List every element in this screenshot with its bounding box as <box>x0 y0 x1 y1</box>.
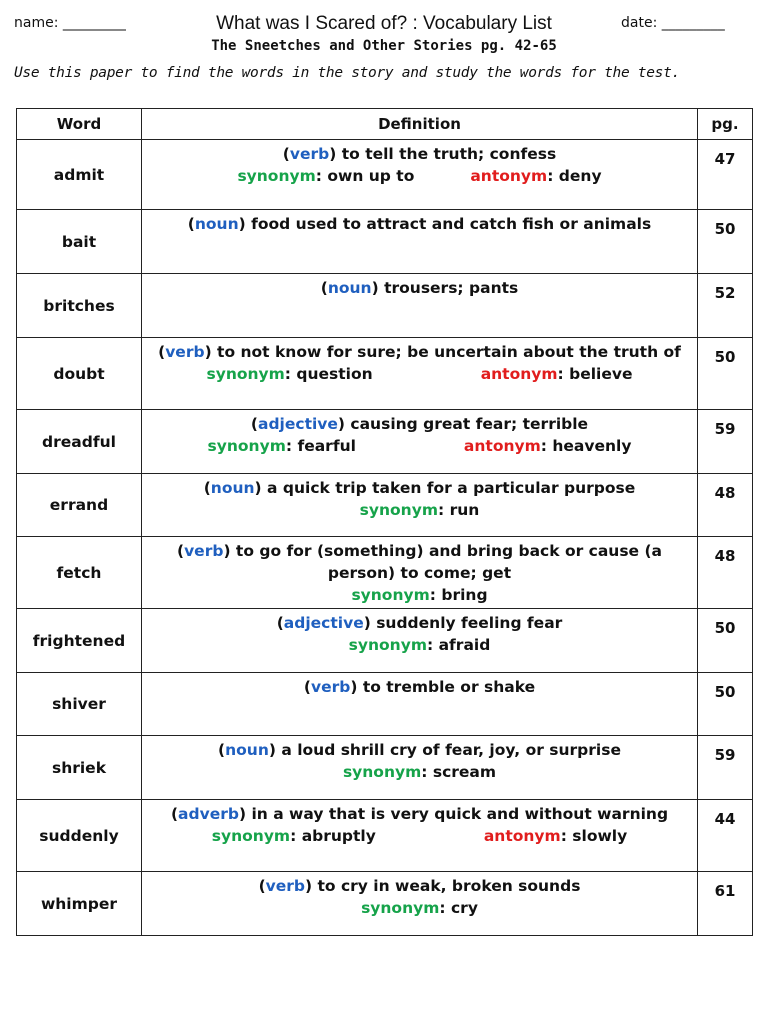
column-header-page: pg. <box>698 109 753 140</box>
table-row <box>17 537 753 609</box>
part-of-speech: noun <box>327 279 372 297</box>
vocab-definition-cell <box>142 609 698 673</box>
antonym-value: deny <box>558 167 602 185</box>
part-of-speech: verb <box>184 542 224 560</box>
definition-text: a loud shrill cry of fear, joy, or surprise <box>281 741 621 759</box>
vocab-word: whimper <box>17 872 142 936</box>
definition-text: to go for (something) and bring back or cause (a person) to come; get <box>235 542 662 582</box>
part-of-speech: noun <box>210 479 255 497</box>
definition-line: (verb) to not know for sure; be uncertain about the truth of <box>158 343 681 361</box>
synonym-antonym-line: synonym: fearful antonym: heavenly <box>207 437 632 455</box>
vocabulary-table-body <box>17 140 753 936</box>
definition-line: (adverb) in a way that is very quick and without warning <box>170 805 669 823</box>
vocab-word: fetch <box>17 537 142 609</box>
vocab-definition-cell <box>142 537 698 609</box>
part-of-speech: verb <box>289 145 330 163</box>
part-of-speech: verb <box>265 877 306 895</box>
part-of-speech: noun <box>225 741 269 759</box>
definition-text: suddenly feeling fear <box>376 614 563 632</box>
page-number: 61 <box>698 872 753 936</box>
page-number: 48 <box>698 537 753 609</box>
synonym-antonym-line: synonym: bring <box>351 586 488 604</box>
synonym-label: synonym <box>342 763 422 781</box>
part-of-speech: verb <box>310 678 351 696</box>
page-title: What was I Scared of? : Vocabulary List <box>216 13 552 34</box>
table-row <box>17 410 753 474</box>
vocab-word: dreadful <box>17 410 142 474</box>
synonym-value: question <box>296 365 373 383</box>
table-row <box>17 609 753 673</box>
vocab-word: shiver <box>17 673 142 736</box>
date-field-label: date: _________ <box>621 15 725 31</box>
page-number: 52 <box>698 274 753 338</box>
synonym-label: synonym <box>237 167 316 185</box>
vocab-definition-cell <box>142 474 698 537</box>
part-of-speech: adjective <box>283 614 364 632</box>
synonym-antonym-line: synonym: cry <box>361 899 478 917</box>
part-of-speech: verb <box>165 343 205 361</box>
table-row <box>17 736 753 800</box>
table-row <box>17 474 753 537</box>
page-number: 50 <box>698 338 753 410</box>
definition-line: (verb) to go for (something) and bring back or cause (a person) to come; get <box>176 542 662 582</box>
vocab-word: britches <box>17 274 142 338</box>
definition-line: (noun) trousers; pants <box>320 279 519 297</box>
vocab-word: admit <box>17 140 142 210</box>
definition-line: (adjective) causing great fear; terrible <box>250 415 589 433</box>
vocab-word: suddenly <box>17 800 142 872</box>
synonym-label: synonym <box>348 636 427 654</box>
page-number: 50 <box>698 609 753 673</box>
synonym-value: fearful <box>297 437 356 455</box>
antonym-value: heavenly <box>552 437 632 455</box>
synonym-label: synonym <box>361 899 440 917</box>
table-header-row <box>17 109 753 140</box>
page-subtitle: The Sneetches and Other Stories pg. 42-65 <box>211 38 557 54</box>
antonym-label: antonym <box>483 827 561 845</box>
vocab-definition-cell <box>142 338 698 410</box>
synonym-value: bring <box>441 586 488 604</box>
definition-line: (noun) a quick trip taken for a particular purpose <box>203 479 636 497</box>
synonym-value: scream <box>432 763 497 781</box>
definition-line: (verb) to cry in weak, broken sounds <box>258 877 581 895</box>
vocab-word: bait <box>17 210 142 274</box>
vocab-definition-cell <box>142 210 698 274</box>
definition-text: to tell the truth; confess <box>341 145 557 163</box>
synonym-label: synonym <box>351 586 430 604</box>
definition-line: (noun) a loud shrill cry of fear, joy, or surprise <box>218 741 621 759</box>
table-row <box>17 274 753 338</box>
definition-line: (verb) to tremble or shake <box>303 678 536 696</box>
definition-text: food used to attract and catch fish or animals <box>251 215 652 233</box>
page-number: 50 <box>698 210 753 274</box>
vocab-definition-cell <box>142 872 698 936</box>
part-of-speech: noun <box>194 215 239 233</box>
page-number: 44 <box>698 800 753 872</box>
synonym-antonym-line: synonym: run <box>359 501 480 519</box>
vocab-word: doubt <box>17 338 142 410</box>
definition-text: to tremble or shake <box>362 678 536 696</box>
vocab-definition-cell <box>142 140 698 210</box>
synonym-value: run <box>449 501 480 519</box>
synonym-antonym-line: synonym: own up to antonym: deny <box>237 167 602 185</box>
vocab-definition-cell <box>142 274 698 338</box>
synonym-label: synonym <box>359 501 438 519</box>
vocab-word: shriek <box>17 736 142 800</box>
column-header-word: Word <box>17 109 142 140</box>
vocab-definition-cell <box>142 673 698 736</box>
page-number: 59 <box>698 410 753 474</box>
synonym-antonym-line: synonym: afraid <box>348 636 491 654</box>
vocab-definition-cell <box>142 410 698 474</box>
synonym-value: own up to <box>327 167 415 185</box>
vocab-definition-cell <box>142 800 698 872</box>
definition-text: to not know for sure; be uncertain about the truth of <box>217 343 681 361</box>
vocab-word: frightened <box>17 609 142 673</box>
definition-line: (adjective) suddenly feeling fear <box>276 614 563 632</box>
name-field-label: name: _________ <box>14 15 126 31</box>
page-number: 48 <box>698 474 753 537</box>
definition-text: in a way that is very quick and without warning <box>251 805 669 823</box>
vocab-word: errand <box>17 474 142 537</box>
synonym-label: synonym <box>206 365 285 383</box>
instructions: Use this paper to find the words in the story and study the words for the test. <box>14 65 680 81</box>
part-of-speech: adverb <box>178 805 239 823</box>
synonym-antonym-line: synonym: question antonym: believe <box>206 365 633 383</box>
part-of-speech: adjective <box>258 415 338 433</box>
vocabulary-table <box>16 108 753 936</box>
page-number: 50 <box>698 673 753 736</box>
antonym-value: slowly <box>572 827 628 845</box>
antonym-label: antonym <box>463 437 541 455</box>
table-row <box>17 210 753 274</box>
antonym-value: believe <box>569 365 633 383</box>
definition-line: (verb) to tell the truth; confess <box>282 145 557 163</box>
table-row <box>17 673 753 736</box>
definition-text: to cry in weak, broken sounds <box>317 877 581 895</box>
table-row <box>17 338 753 410</box>
antonym-label: antonym <box>470 167 548 185</box>
synonym-label: synonym <box>211 827 291 845</box>
synonym-antonym-line: synonym: scream <box>342 763 497 781</box>
definition-text: causing great fear; terrible <box>350 415 589 433</box>
synonym-value: afraid <box>438 636 491 654</box>
column-header-definition: Definition <box>142 109 698 140</box>
page-number: 59 <box>698 736 753 800</box>
synonym-antonym-line: synonym: abruptly antonym: slowly <box>211 827 628 845</box>
vocab-definition-cell <box>142 736 698 800</box>
definition-text: a quick trip taken for a particular purpose <box>267 479 636 497</box>
page-number: 47 <box>698 140 753 210</box>
table-row <box>17 800 753 872</box>
synonym-value: abruptly <box>301 827 376 845</box>
definition-line: (noun) food used to attract and catch fish or animals <box>187 215 652 233</box>
antonym-label: antonym <box>480 365 558 383</box>
table-row <box>17 872 753 936</box>
definition-text: trousers; pants <box>384 279 519 297</box>
synonym-label: synonym <box>207 437 286 455</box>
table-row <box>17 140 753 210</box>
synonym-value: cry <box>450 899 478 917</box>
